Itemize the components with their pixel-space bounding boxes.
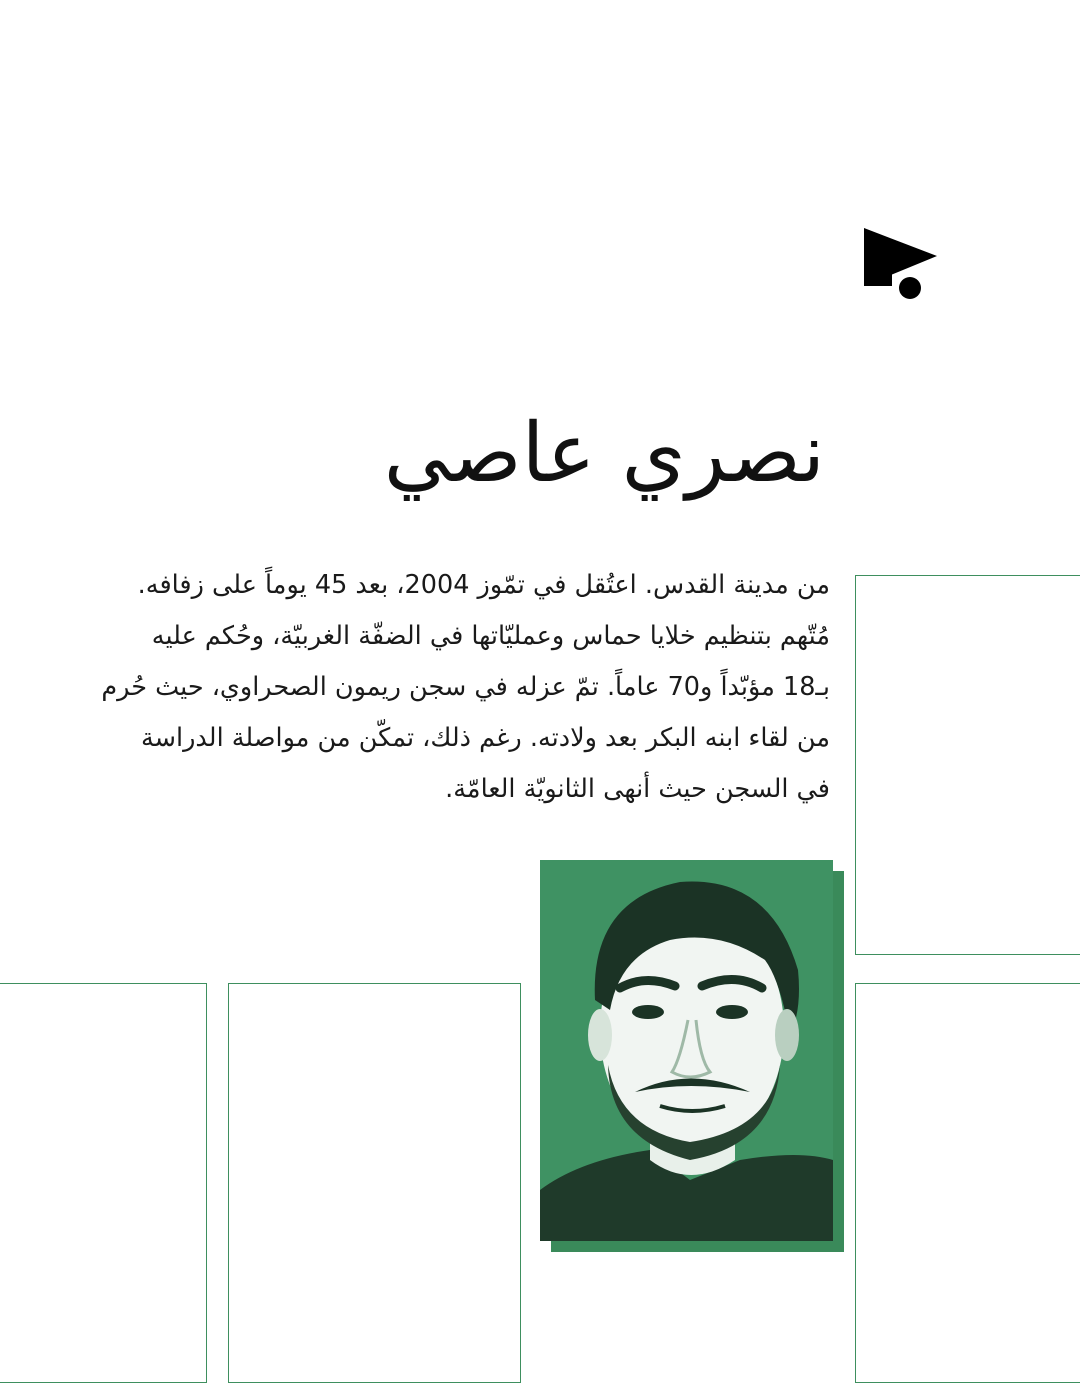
portrait-photo (540, 860, 833, 1241)
play-triangle-with-dot-logo-icon (862, 224, 942, 304)
bio-line: مُتّهم بتنظيم خلايا حماس وعمليّاتها في الضفّة الغربيّة، وحُكم عليه (151, 621, 830, 651)
bio-line: من مدينة القدس. اعتُقل في تمّوز 2004، بعد 45 يوماً على زفافه. (137, 570, 830, 600)
bio-line: في السجن حيث أنهى الثانويّة العامّة. (445, 774, 830, 804)
bio-line: بـ18 مؤبّداً و70 عاماً. تمّ عزله في سجن ريمون الصحراوي، حيث حُرم (101, 672, 830, 702)
decorative-frame-bottom-right (855, 983, 1080, 1383)
decorative-frame-top-right (855, 575, 1080, 955)
bio-line: من لقاء ابنه البكر بعد ولادته. رغم ذلك، تمكّن من مواصلة الدراسة (140, 723, 830, 753)
decorative-frame-bottom-middle (228, 983, 521, 1383)
decorative-frame-bottom-left (0, 983, 207, 1383)
person-name-heading: نصري عاصي (383, 406, 825, 501)
biography-text (101, 560, 830, 815)
